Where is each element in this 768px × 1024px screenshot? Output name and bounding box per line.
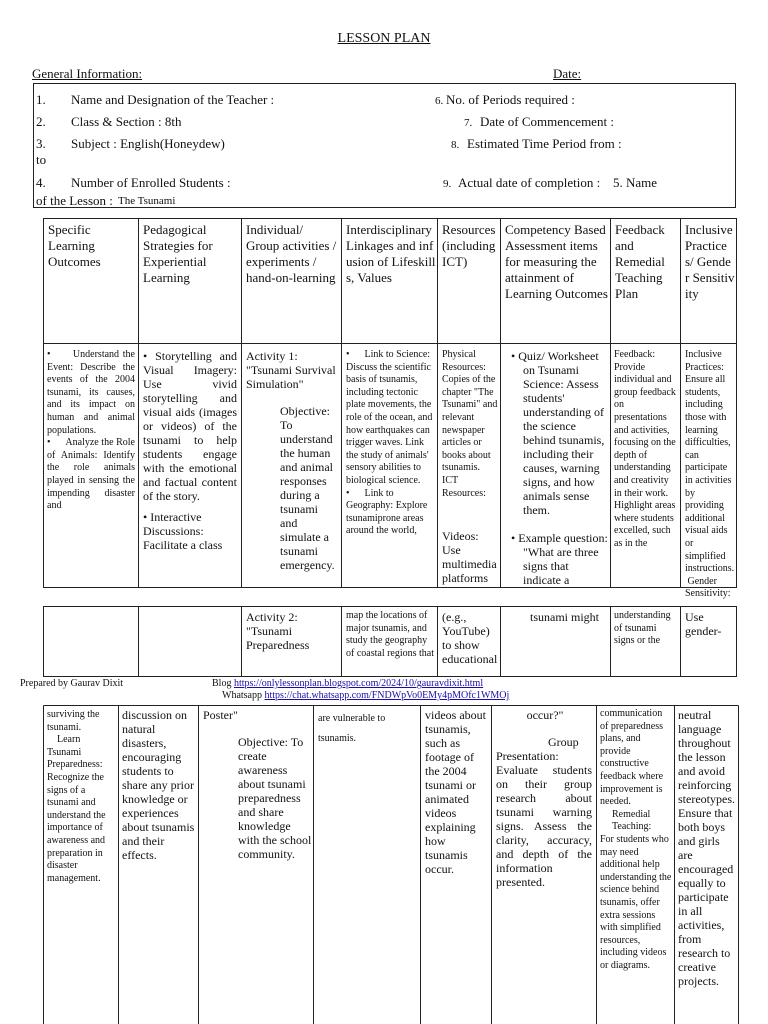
header-assessment: Competency Based Assessment items for measuring the attainment of Learning Outcomes [505,222,608,301]
general-info-heading: General Information: [32,66,143,81]
info-teacher: Name and Designation of the Teacher : [71,92,275,107]
date-label: Date: [553,66,582,81]
header-interdisciplinary: Interdisciplinary Linkages and infusion of Lifeskills, Values [346,222,436,285]
info-num-9: 9. [443,178,452,190]
cell-inclusive-cont: Use gender- [685,610,722,638]
cell-feedback: Feedback: Provide individual and group feedback on presentations and activities, focusing on the depth of understanding and creativity in their work. Highlight areas where students excelled, such as in the [614,349,676,549]
header-activities: Individual/ Group activities / experiments / hand-on-learning [246,222,337,285]
blog-label: Blog [212,678,232,689]
cell-activity-2-poster: Poster" [203,708,238,722]
blog-link[interactable]: https://onlylessonplan.blogspot.com/2024/10/gauravdixit.html [233,678,484,689]
header-inclusive: Inclusive Practices/ Gender Sensitivity [685,222,735,301]
feedback-communication: communication of preparedness plans, and provide constructive feedback where improvement is needed. [600,708,664,808]
cell-activity-2-title: Activity 2: "Tsunami Preparedness [246,610,310,652]
cell-assessment-cont: tsunami might [530,610,599,624]
cell-assessment-group: Group Presentation: Evaluate students on their group research about tsunami warning signs. Assess the clarity, accuracy, and depth of the information presented. [496,735,592,889]
info-name-5: 5. Name [613,175,658,190]
info-to: to [36,152,47,167]
info-lesson-name: The Tsunami [118,195,176,207]
info-commencement: Date of Commencement : [480,114,614,129]
whatsapp-line [222,690,509,701]
cell-feedback-end [600,708,672,1024]
cell-activity-1-title: Activity 1: "Tsunami Survival Simulation" [246,349,336,391]
whatsapp-label: Whatsapp [222,690,262,701]
remedial-heading: Remedial Teaching: [612,808,652,833]
cell-assessment-end: occur?" [526,708,564,722]
header-feedback: Feedback and Remedial Teaching Plan [615,222,665,301]
info-subject: Subject : English(Honeydew) [71,136,225,151]
cell-resources-cont: (e.g., YouTube) to show educational [442,610,498,666]
cell-learning-outcomes-cont: surviving the tsunami. Learn Tsunami Preparedness: Recognize the signs of a tsunami and understand the importance of awareness and preparation in disaster management. [47,709,106,884]
page-title: LESSON PLAN [337,31,431,46]
info-num-1: 1. [36,92,46,107]
info-lesson-label: of the Lesson : [36,193,113,208]
whatsapp-link[interactable]: https://chat.whatsapp.com/FNDWpVo0EMy4pMOfc1WMOj [264,690,510,701]
cell-interdisciplinary: • Link to Science: Discuss the scientific basis of tsunamis, including tectonic plate movements, the role of the ocean, and how earthquakes can trigger waves. Link the study of animals' sensory abilities to biological science. • Link to Geography: Explore tsunamiprone areas around the world, [346,349,433,537]
cell-feedback-cont: understanding of tsunami signs or the [614,610,671,647]
assessment-example: • Example question: "What are three signs that indicate a [511,531,608,587]
cell-activity-1-objective: Objective: To understand the human and animal responses during a tsunami and simulate a tsunami emergency. [280,404,335,572]
cell-activity-2-objective: Objective: To create awareness about tsunami preparedness and share knowledge with the school community. [238,735,312,861]
info-periods: No. of Periods required : [446,92,575,107]
info-students: Number of Enrolled Students : [71,175,231,190]
cell-interdisciplinary-cont: map the locations of major tsunamis, and study the geography of coastal regions that [346,610,435,659]
cell-resources-videos: Videos: Use multimedia platforms [442,529,497,585]
info-num-2: 2. [36,114,46,129]
info-num-7: 7. [464,117,473,129]
header-resources: Resources (including ICT) [442,222,496,269]
info-num-8: 8. [451,139,460,151]
header-learning-outcomes: Specific Learning Outcomes [48,222,101,269]
info-class: Class & Section : 8th [71,114,182,129]
cell-resources-end: videos about tsunamis, such as footage of the 2004 tsunami or animated videos explaining how tsunamis occur. [425,708,486,876]
info-time-period: Estimated Time Period from : [467,136,622,151]
remedial-text: For students who may need additional help understanding the science behind tsunamis, offer extra sessions with simplified resources, including videos or diagrams. [600,833,672,971]
cell-inclusive: Inclusive Practices: Ensure all students, including those with learning difficulties, can participate in activities by providing additional visual aids or simplified instructions. Gender Sensitivity: [685,349,735,600]
info-num-4: 4. [36,175,46,190]
blog-line [212,678,483,689]
info-num-6: 6. [435,95,444,107]
prepared-by: Prepared by Gaurav Dixit [20,678,124,689]
info-num-3: 3. [36,136,46,151]
cell-resources-physical: Physical Resources: Copies of the chapter "The Tsunami" and relevant newspaper articles or books about tsunamis. ICT Resources: [442,349,498,499]
info-completion: Actual date of completion : [458,175,601,190]
cell-interdisciplinary-end: are vulnerable to tsunamis. [318,713,386,744]
cell-pedagogy-cont: discussion on natural disasters, encouraging students to share any prior knowledge or experiences about tsunamis and their effects. [122,708,195,862]
cell-pedagogy-discussion: • Interactive Discussions: Facilitate a class [143,510,223,552]
assessment-quiz: • Quiz/ Worksheet on Tsunami Science: Assess students' understanding of the science behind tsunamis, including their causes, warning signs, and how animals sense them. [511,349,605,517]
cell-inclusive-end: neutral language throughout the lesson and avoid reinforcing stereotypes. Ensure that both boys and girls are encouraged equally to participate in all activities, from research to creative projects. [678,708,735,988]
cell-pedagogy-storytelling: • Storytelling and Visual Imagery: Use vivid storytelling and visual aids (images or videos) of the tsunami to help students engage with the emotional and factual content of the story. [143,349,237,503]
header-pedagogical-strategies: Pedagogical Strategies for Experiential Learning [143,222,213,285]
cell-learning-outcomes: • Understand the Event: Describe the events of the 2004 tsunami, its causes, and its impact on human and animal populations. • Analyze the Role of Animals: Identify the role animals played in sensing the impending disaster and [47,349,135,512]
cell-assessment [505,349,608,585]
